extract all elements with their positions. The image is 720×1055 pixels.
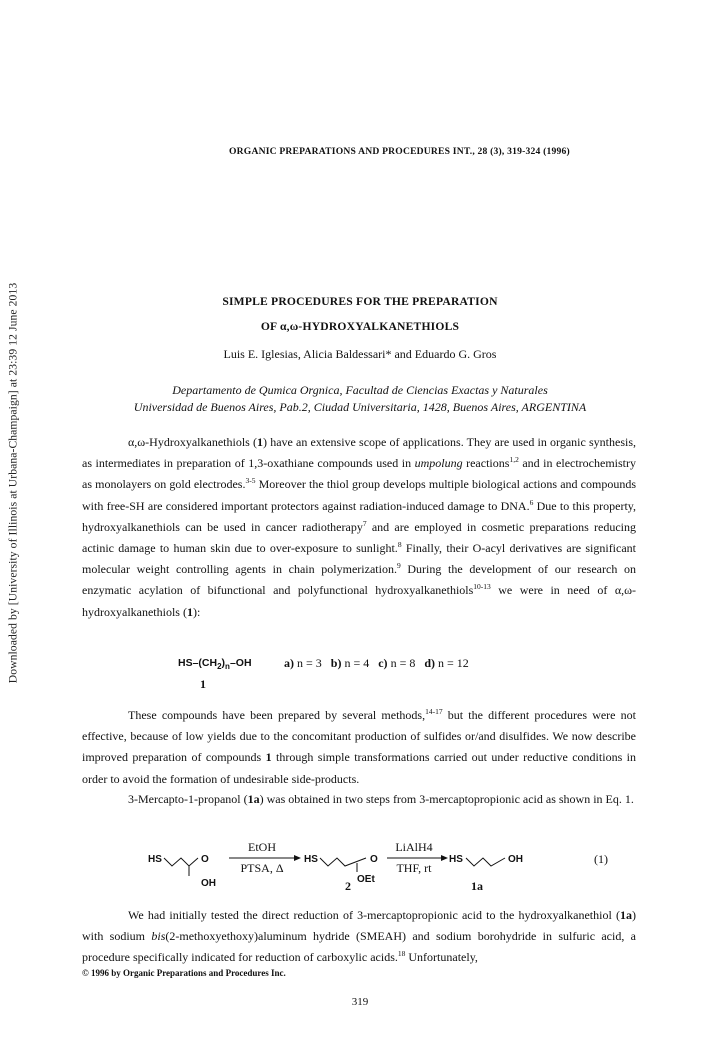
- methods-paragraph: These compounds have been prepared by several methods,$^{14-17}$ but the different procedures were not effective, because of low yields due to the concomitant production of sulfides or/and disulfides. We now describe improved preparation of compounds 1 through simple transformations carried out under reductive conditions in order to avoid the formation of undesirable side-products.: [82, 707, 637, 786]
- copyright-footnote: © 1996 by Organic Preparations and Procedures Inc.: [82, 968, 286, 978]
- ester-chain-bonds: [320, 858, 366, 866]
- variant-letter: d): [424, 656, 436, 670]
- formula-variants: [284, 656, 469, 671]
- compound-label-2: 2: [345, 879, 351, 893]
- intro-paragraph: α,ω-Hydroxyalkanethiols (1) have an extensive scope of applications. They are used in organic synthesis, as intermediates in preparation of 1,3-oxathiane compounds used in umpolung reactions$^{1,2}$ and in electrochemistry as monolayers on gold electrodes.$^{3-5}$ Moreover the thiol group develops multiple biological actions and compounds with free-SH are considered important protectors against radiation-induced damage to DNA.$^6$ Due to this property, hydroxyalkanethiols can be used in cancer radiotherapy$^7$ and are employed in cosmetic preparations reducing actinic damage to human skin due to over-exposure to sunlight.$^8$ Finally, their O-acyl derivatives are significant molecular weight controlling agents in chain polymerization.$^9$ During the development of our research on enzymatic acylation of bifunctional and polyfunctional hydroxyalkanethiols$^{10-13}$ we were in need of α,ω-hydroxyalkanethiols (1):: [82, 435, 637, 619]
- equation-number: (1): [594, 852, 608, 866]
- alcohol-chain-bonds: [466, 858, 505, 866]
- variant-letter: a): [284, 656, 294, 670]
- synthesis-paragraph: 3-Mercapto-1-propanol (1a) was obtained in two steps from 3-mercaptopropionic acid as shown in Eq. 1.: [128, 792, 634, 806]
- oet-label: OEt: [357, 874, 375, 885]
- page-number: 319: [351, 996, 369, 1008]
- variant-value: n = 12: [438, 656, 469, 670]
- variant-value: n = 3: [297, 656, 322, 670]
- reaction-scheme-drawing: [0, 836, 720, 906]
- authors: Luis E. Iglesias, Alicia Baldessari* and Eduardo G. Gros: [223, 347, 497, 361]
- arrow-head-2: [441, 855, 448, 861]
- acid-chain-bonds: [164, 858, 198, 866]
- article-title-line2: OF α,ω-HYDROXYALKANETHIOLS: [260, 320, 460, 333]
- oh-label: OH: [201, 878, 216, 889]
- variant-value: n = 8: [390, 656, 416, 670]
- hs-label: HS: [449, 854, 463, 865]
- affiliation-line1: Departamento de Qumica Orgnica, Facultad de Ciencias Exactas y Naturales: [172, 383, 548, 397]
- carbonyl-o-label: O: [201, 854, 209, 865]
- hs-label: HS: [148, 854, 162, 865]
- download-notice-text: Downloaded by [University of Illinois at Urbana-Champaign] at 23:39 12 June 2013: [6, 282, 20, 684]
- variant-letter: c): [378, 656, 388, 670]
- affiliation-line2: Universidad de Buenos Aires, Pab.2, Ciudad Universitaria, 1428, Buenos Aires, ARGENTINA: [133, 400, 587, 414]
- journal-header: ORGANIC PREPARATIONS AND PROCEDURES INT., 28 (3), 319-324 (1996): [229, 146, 570, 157]
- variant-value: n = 4: [344, 656, 370, 670]
- variant-letter: b): [330, 656, 342, 670]
- reagent-lialh4: LiAlH4: [395, 840, 433, 854]
- reagent-etoh: EtOH: [248, 840, 276, 854]
- reagent-ptsa: PTSA, Δ: [240, 861, 284, 875]
- arrow-head-1: [294, 855, 301, 861]
- hs-label: HS: [304, 854, 318, 865]
- carbonyl-o-label: O: [370, 854, 378, 865]
- compound-label-1a: 1a: [471, 879, 483, 893]
- reduction-paragraph: We had initially tested the direct reduction of 3-mercaptopropionic acid to the hydroxyalkanethiol (1a) with sodium bis(2-methoxyethoxy)aluminum hydride (SMEAH) and sodium borohydride in sulfuric acid, a procedure specifically indicated for reduction of carboxylic acids.$^{18}$ Unfortunately,: [82, 908, 637, 965]
- article-title-line1: SIMPLE PROCEDURES FOR THE PREPARATION: [222, 295, 498, 308]
- reagent-thf: THF, rt: [396, 861, 432, 875]
- oh-label: OH: [508, 854, 523, 865]
- formula-1: $HS-(CH_2)_n-OH$: [178, 657, 252, 672]
- compound-label-1: 1: [200, 677, 206, 691]
- reaction-scheme: [0, 836, 720, 906]
